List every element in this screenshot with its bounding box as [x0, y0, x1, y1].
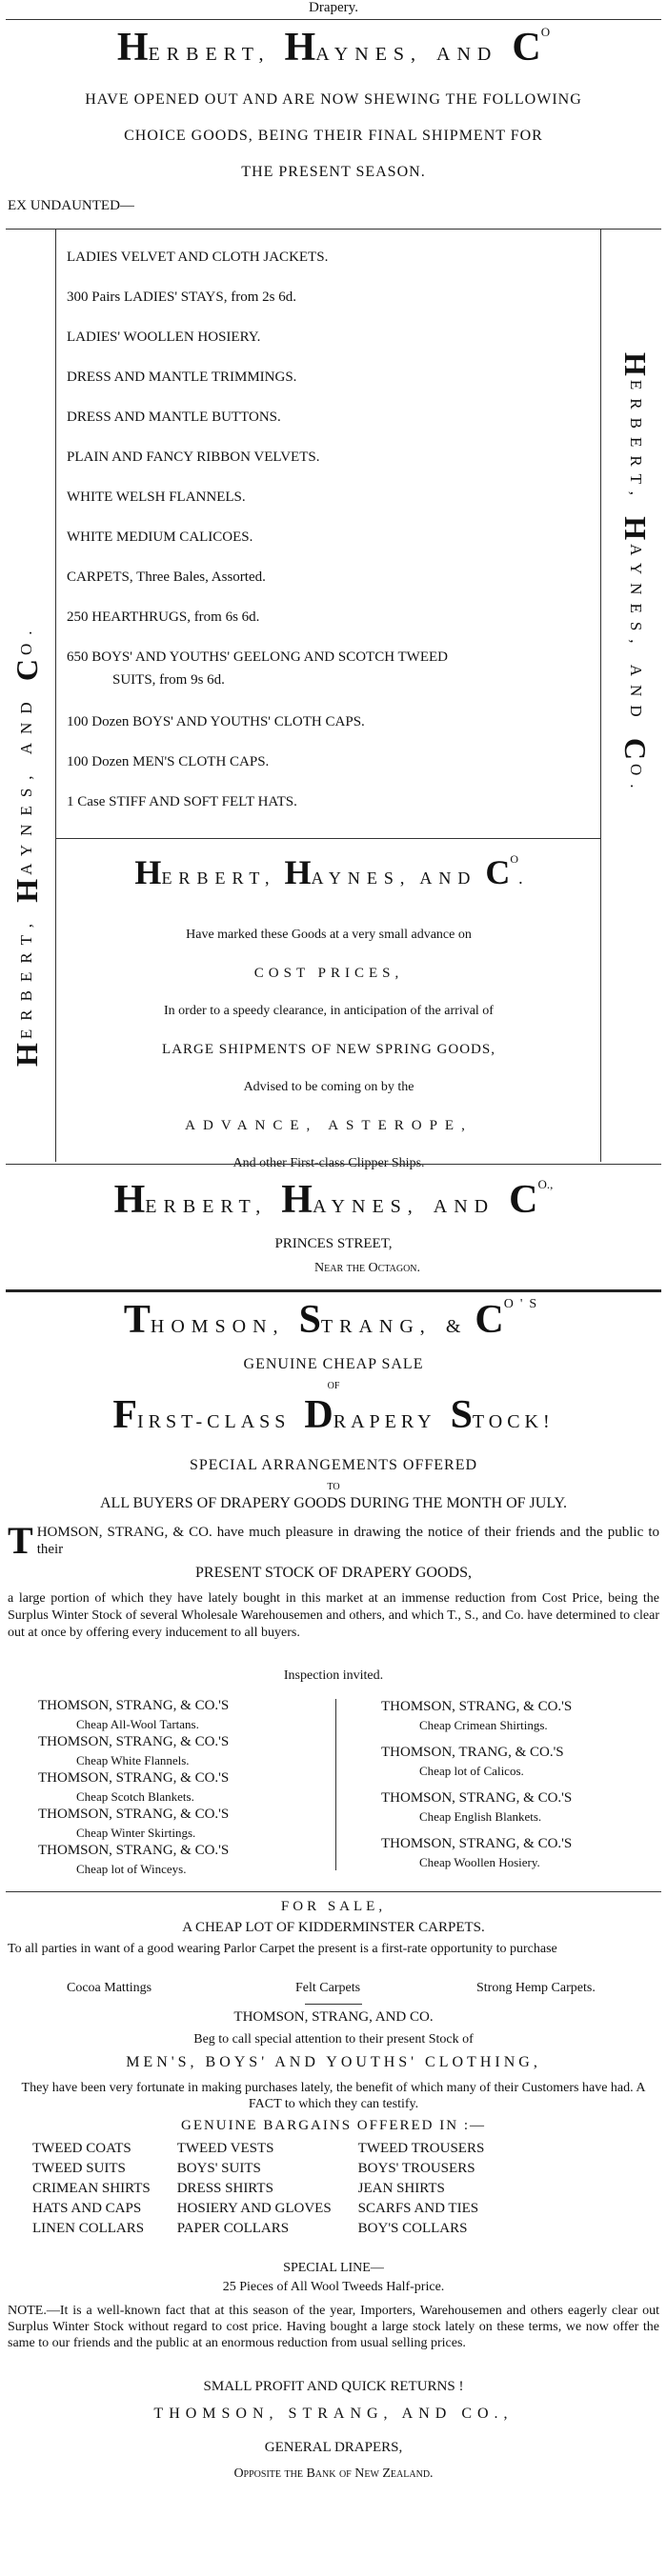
hh-box-firm: HERBERT, HAYNES, AND $C^O$.	[134, 852, 523, 891]
hh-right-border	[600, 229, 601, 1162]
hh-item: SUITS, from 9s 6d.	[112, 672, 225, 688]
list-item: THOMSON, STRANG, & CO.'S Cheap Winter Skirtings.	[38, 1807, 230, 1840]
list-item: THOMSON, STRANG, & CO.'S Cheap White Flannels.	[38, 1734, 230, 1767]
hh-near: Near the Octagon.	[314, 1261, 421, 1275]
ts-mat-3: Strong Hemp Carpets.	[476, 1981, 596, 1995]
hh-item: 1 Case STIFF AND SOFT FELT HATS.	[67, 794, 297, 809]
hh-box-top-rule	[6, 229, 661, 230]
hh-item: LADIES VELVET AND CLOTH JACKETS.	[67, 250, 329, 265]
ads-divider	[6, 1289, 661, 1292]
ts-small-profit: SMALL PROFIT AND QUICK RETURNS !	[203, 2379, 464, 2394]
table-row: CRIMEAN SHIRTS DRESS SHIRTS JEAN SHIRTS	[32, 2181, 445, 2196]
hh-ex-undaunted: EX UNDAUNTED—	[8, 198, 134, 213]
list-item: THOMSON, STRANG, & CO.'S Cheap All-Wool Tartans.	[38, 1698, 230, 1731]
hh-item: 650 BOYS' AND YOUTHS' GEELONG AND SCOTCH TWEED	[67, 649, 448, 665]
ts-to-all: To all parties in want of a good wearing Parlor Carpet the present is a first-rate opportunity to purchase	[8, 1942, 557, 1956]
ts-cheap-lot: A CHEAP LOT OF KIDDERMINSTER CARPETS.	[182, 1920, 485, 1935]
ts-right-column	[381, 1697, 648, 1872]
hh-inner-rule	[55, 838, 600, 839]
ts-left-column	[38, 1697, 324, 1878]
ts-column-divider	[335, 1699, 336, 1870]
hh-item: CARPETS, Three Bales, Assorted.	[67, 569, 266, 585]
short-rule	[305, 2004, 362, 2005]
ts-opposite: Opposite the Bank of New Zealand.	[233, 2466, 434, 2481]
ts-special: SPECIAL ARRANGEMENTS OFFERED	[189, 1457, 478, 1473]
list-item: THOMSON, TRANG, & CO.'S Cheap lot of Calicos.	[381, 1745, 564, 1778]
hh-item: PLAIN AND FANCY RIBBON VELVETS.	[67, 449, 320, 465]
list-item: THOMSON, STRANG, & CO.'S Cheap Crimean Shirtings.	[381, 1699, 573, 1732]
table-row: HATS AND CAPS HOSIERY AND GLOVES SCARFS AND TIES	[32, 2201, 479, 2216]
hh-item: DRESS AND MANTLE BUTTONS.	[67, 409, 281, 425]
hh-item: WHITE WELSH FLANNELS.	[67, 489, 246, 505]
top-rule	[6, 19, 661, 20]
hh-item: 100 Dozen MEN'S CLOTH CAPS.	[67, 754, 270, 769]
table-row: TWEED COATS TWEED VESTS TWEED TROUSERS	[32, 2141, 485, 2156]
hh-vertical-left: HERBERT, HAYNES, AND CO.	[10, 622, 44, 1067]
ts-inspection: Inspection invited.	[283, 1668, 384, 1683]
ts-general-drapers: GENERAL DRAPERS,	[264, 2440, 403, 2455]
list-item: THOMSON, STRANG, & CO.'S Cheap Scotch Blankets.	[38, 1770, 230, 1804]
ts-genuine: GENUINE CHEAP SALE	[243, 1356, 424, 1372]
ts-rule-2	[6, 1891, 661, 1892]
hh-item: 250 HEARTHRUGS, from 6s 6d.	[67, 609, 260, 625]
ts-bargains: GENUINE BARGAINS OFFERED IN :—	[180, 2118, 486, 2133]
ts-mat-1: Cocoa Mattings	[67, 1981, 152, 1995]
ts-all-buyers: ALL BUYERS OF DRAPERY GOODS DURING THE MONTH OF JULY.	[100, 1495, 567, 1511]
hh-item: 300 Pairs LADIES' STAYS, from 2s 6d.	[67, 290, 296, 305]
ts-mens-clothing: MEN'S, BOYS' AND YOUTHS' CLOTHING,	[126, 2054, 541, 2070]
ts-beg: Beg to call special attention to their present Stock of	[193, 2032, 474, 2047]
hh-item: DRESS AND MANTLE TRIMMINGS.	[67, 369, 297, 385]
ts-fortunate: They have been very fortunate in making purchases lately, the benefit of which many of their Customers have had. A FACT to which they can testify.	[21, 2081, 646, 2111]
ts-present-stock: PRESENT STOCK OF DRAPERY GOODS,	[195, 1565, 472, 1581]
ts-first-class: FIRST-CLASS DRAPERY STOCK!	[112, 1393, 555, 1437]
drop-cap: T	[8, 1519, 33, 1562]
hh-left-border	[55, 229, 56, 1162]
ts-mat-2: Felt Carpets	[295, 1981, 361, 1995]
hh-street: PRINCES STREET,	[274, 1236, 393, 1251]
hh-box-text: Have marked these Goods at a very small advance on COST PRICES, In order to a speedy clearance, in anticipation of the arrival of LARGE SHIPMENTS OF NEW SPRING GOODS, Advised to be coming on by the ADVANCE, ASTEROPE, And other First-class Clipper Ships.	[162, 928, 495, 1170]
ts-tweeds: 25 Pieces of All Wool Tweeds Half-price.	[222, 2280, 445, 2294]
hh-item: LADIES' WOOLLEN HOSIERY.	[67, 329, 261, 345]
list-item: THOMSON, STRANG, & CO.'S Cheap English Blankets.	[381, 1790, 573, 1824]
ts-bargains-grid	[19, 2139, 497, 2239]
hh-vertical-right: HERBERT, HAYNES, AND CO.	[618, 352, 653, 797]
list-item: THOMSON, STRANG, & CO.'S Cheap Woollen Hosiery.	[381, 1836, 573, 1869]
ts-special-line: SPECIAL LINE—	[283, 2261, 384, 2275]
ts-note: NOTE.—It is a well-known fact that at this season of the year, Importers, Warehousemen and others eagerly clear out Surplus Winter Stock without regard to cost price. Having bought a large stock lately on these terms, we now offer the same to our friends and the public at an enormous reduction from usual selling prices.	[8, 2304, 659, 2350]
ts-of: OF	[327, 1381, 340, 1391]
ts-for-sale: FOR SALE,	[280, 1899, 387, 1914]
ts-firm-name: THOMSON, STRANG, & $C^{O'S}$	[123, 1297, 544, 1342]
ts-paragraph-1: THOMSON, STRANG, & CO. have much pleasure in drawing the notice of their friends and the public to their	[8, 1519, 659, 1562]
table-row: LINEN COLLARS PAPER COLLARS BOY'S COLLARS	[32, 2221, 468, 2236]
hh-item: 100 Dozen BOYS' AND YOUTHS' CLOTH CAPS.	[67, 714, 365, 729]
table-row: TWEED SUITS BOYS' SUITS BOYS' TROUSERS	[32, 2161, 475, 2176]
hh-firm-name: HERBERT, HAYNES, AND $C^O$	[116, 25, 551, 70]
section-heading: Drapery.	[309, 0, 358, 15]
hh-item: WHITE MEDIUM CALICOES.	[67, 529, 253, 545]
ts-paragraph-2: a large portion of which they have lately bought in this market at an immense reduction from Cost Price, being the Surplus Winter Stock of several Wholesale Warehousemen and others, and which T., S., and Co. have determined to clear out at once by offering every inducement to all buyers.	[8, 1591, 659, 1640]
ts-firm-3: THOMSON, STRANG, AND CO.,	[153, 2406, 514, 2422]
ts-to: TO	[327, 1482, 340, 1492]
hh-box-bottom-rule	[6, 1164, 661, 1165]
hh-footer-firm: HERBERT, HAYNES, AND $C^{O.,}$	[113, 1177, 554, 1222]
ts-firm-2: THOMSON, STRANG, AND CO.	[233, 2009, 434, 2025]
list-item: THOMSON, STRANG, & CO.'S Cheap lot of Winceys.	[38, 1843, 230, 1876]
hh-intro: HAVE OPENED OUT AND ARE NOW SHEWING THE FOLLOWING CHOICE GOODS, BEING THEIR FINAL SHIPMENT FOR THE PRESENT SEASON.	[85, 91, 582, 180]
